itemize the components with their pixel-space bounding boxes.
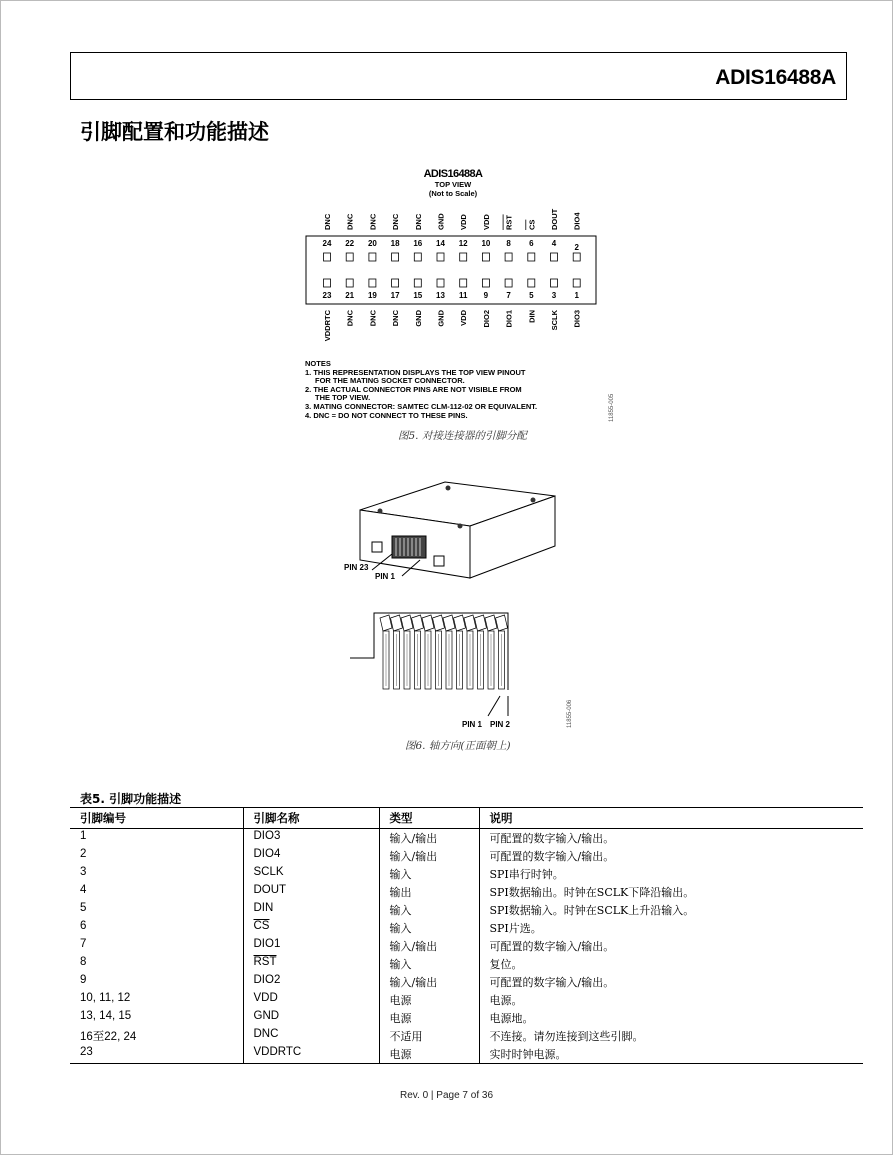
pin-type: 输入 xyxy=(379,955,479,973)
pin-name: DIO4 xyxy=(243,847,379,865)
pin-number: 4 xyxy=(80,884,87,896)
bottom-pin-label: DNC xyxy=(368,310,378,327)
top-pin-number: 2 xyxy=(574,243,579,252)
top-pin-labels xyxy=(323,208,582,230)
pin-name-overlined: $\overline{CS}$ xyxy=(253,920,270,932)
column-header: 类型 xyxy=(379,808,479,829)
fig5-subtitle1: TOP VIEW xyxy=(434,180,472,189)
pin-pad xyxy=(414,279,421,287)
pin-number: 13, 14, 15 xyxy=(80,1010,132,1022)
pin-name xyxy=(243,919,379,937)
doc-id: ADIS16488A xyxy=(715,66,836,89)
pin-name xyxy=(243,955,379,973)
pin-type: 电源 xyxy=(379,1045,479,1064)
pin2-bottom-label: PIN 2 xyxy=(490,720,511,729)
bottom-pin-label: DNC xyxy=(345,310,355,327)
pin-pad xyxy=(573,253,580,261)
top-pin-label: RST xyxy=(504,215,514,230)
pin-pad xyxy=(324,253,331,261)
column-header: 说明 xyxy=(479,808,863,829)
pin-pad xyxy=(346,253,353,261)
bottom-pin-number: 13 xyxy=(436,291,445,300)
bottom-pin-labels xyxy=(323,309,582,341)
pin-name: DIO1 xyxy=(243,937,379,955)
bottom-pin-label: GND xyxy=(413,310,423,327)
bottom-pin-number: 21 xyxy=(345,291,355,300)
note-line: FOR THE MATING SOCKET CONNECTOR. xyxy=(315,376,465,385)
bottom-pin-number: 9 xyxy=(483,291,489,300)
bottom-pin-label: DIO3 xyxy=(572,310,582,328)
pin-pad xyxy=(414,253,421,261)
pin-name: GND xyxy=(243,1009,379,1027)
module-foot xyxy=(372,542,382,552)
fig5-title: ADIS16488A xyxy=(423,168,483,180)
bottom-pin-number: 15 xyxy=(413,291,423,300)
top-pin-label: DNC xyxy=(368,213,378,230)
top-pin-number: 6 xyxy=(529,239,534,248)
pin-type: 输入 xyxy=(379,919,479,937)
pin-description: SPI串行时钟。 xyxy=(479,865,863,883)
pin-type: 电源 xyxy=(379,1009,479,1027)
pin-name: DOUT xyxy=(243,883,379,901)
pin-description: 电源地。 xyxy=(479,1009,863,1027)
pin-pad xyxy=(551,253,558,261)
closeup-pin-head xyxy=(443,615,455,631)
pin-pad xyxy=(573,279,580,287)
pin-type: 输入/输出 xyxy=(379,847,479,865)
top-pin-label: VDD xyxy=(481,214,491,230)
pin-function-table xyxy=(70,807,863,1064)
bottom-pin-label: VDDRTC xyxy=(323,310,332,342)
table-row xyxy=(70,919,863,937)
module-connector xyxy=(392,536,426,558)
pin-number: 16至22, 24 xyxy=(80,1031,137,1043)
closeup-leader xyxy=(488,696,500,716)
bottom-pin-label: DIO2 xyxy=(481,310,491,328)
pin-pad xyxy=(528,279,535,287)
pin-description: SPI数据输入。时钟在SCLK上升沿输入。 xyxy=(479,901,863,919)
top-pin-label: DNC xyxy=(391,213,401,230)
note-line: 3. MATING CONNECTOR: SAMTEC CLM-112-02 OR EQUIVALENT. xyxy=(305,402,538,411)
bottom-pin-label: GND xyxy=(436,310,446,327)
pin-name: DIO2 xyxy=(243,973,379,991)
pin-description: 可配置的数字输入/输出。 xyxy=(479,937,863,955)
table-row xyxy=(70,1027,863,1045)
bottom-pin-number: 3 xyxy=(551,291,557,300)
top-pin-number: 14 xyxy=(436,239,445,248)
pin-description: 可配置的数字输入/输出。 xyxy=(479,847,863,865)
closeup-pin-head xyxy=(464,615,476,631)
closeup-pin-head xyxy=(496,615,508,631)
pin-number: 8 xyxy=(80,956,87,968)
pin-type: 不适用 xyxy=(379,1027,479,1045)
top-pin-pads xyxy=(324,253,581,261)
table-row xyxy=(70,883,863,901)
pin-pad xyxy=(460,253,467,261)
column-header: 引脚名称 xyxy=(243,808,379,829)
table-row xyxy=(70,865,863,883)
closeup-pin-head xyxy=(422,615,434,631)
mount-hole xyxy=(378,509,383,514)
pin-type: 输入/输出 xyxy=(379,829,479,848)
top-pin-number: 12 xyxy=(458,239,468,248)
notes-heading: NOTES xyxy=(305,359,331,368)
pin-name: DIN xyxy=(243,901,379,919)
closeup-pin-head xyxy=(485,615,497,631)
pin-pad xyxy=(392,253,399,261)
closeup-pin-head xyxy=(380,615,392,631)
pin-pad xyxy=(482,279,489,287)
pin-pad xyxy=(437,279,444,287)
pin-description: 电源。 xyxy=(479,991,863,1009)
pin-pad xyxy=(369,253,376,261)
bottom-pin-number: 5 xyxy=(529,291,534,300)
bottom-pin-label: SCLK xyxy=(550,310,559,331)
top-pin-number: 16 xyxy=(413,239,423,248)
table-row xyxy=(70,901,863,919)
figure6-caption: 图6. 轴方向(正面朝上) xyxy=(405,740,511,752)
table-header-row xyxy=(70,808,863,829)
section-title: 引脚配置和功能描述 xyxy=(80,120,269,144)
top-pin-numbers xyxy=(323,239,580,252)
top-pin-label: DNC xyxy=(413,213,423,230)
pin-name: VDD xyxy=(243,991,379,1009)
pin-pad xyxy=(505,253,512,261)
pin-description: 可配置的数字输入/输出。 xyxy=(479,973,863,991)
connector-pins xyxy=(396,538,420,556)
bottom-pin-label: DIO1 xyxy=(504,310,514,328)
pin-number: 5 xyxy=(80,902,87,914)
top-pin-label: GND xyxy=(436,213,446,230)
top-pin-number: 24 xyxy=(322,239,332,248)
table-title: 表5. 引脚功能描述 xyxy=(80,792,182,806)
bottom-pin-number: 17 xyxy=(390,291,400,300)
pin-number: 6 xyxy=(80,920,87,932)
pin-number: 23 xyxy=(70,1045,243,1064)
top-pin-label: VDD xyxy=(459,214,469,230)
pin-description: 可配置的数字输入/输出。 xyxy=(479,829,863,848)
pin-number: 7 xyxy=(80,938,87,950)
pin-description: SPI数据输出。时钟在SCLK下降沿输出。 xyxy=(479,883,863,901)
closeup-pin-head xyxy=(454,615,466,631)
pin-description: 复位。 xyxy=(479,955,863,973)
pin-name: VDDRTC xyxy=(243,1045,379,1064)
figure5-caption: 图5. 对接连接器的引脚分配 xyxy=(398,430,527,442)
closeup-pins xyxy=(380,615,508,689)
pin-pad xyxy=(437,253,444,261)
table-row xyxy=(70,991,863,1009)
pin-description: 不连接。请勿连接到这些引脚。 xyxy=(479,1027,863,1045)
bottom-pin-number: 11 xyxy=(458,291,468,300)
pin-pad xyxy=(324,279,331,287)
fig6-code: 11855-006 xyxy=(567,699,573,728)
pin-number: 2 xyxy=(80,848,87,860)
pin-type: 电源 xyxy=(379,991,479,1009)
pin-pad xyxy=(528,253,535,261)
fig5-code: 11855-005 xyxy=(609,393,615,422)
table-row xyxy=(70,937,863,955)
top-pin-label: DNC xyxy=(345,213,355,230)
bottom-pin-numbers xyxy=(323,291,580,300)
top-pin-number: 4 xyxy=(551,239,557,248)
top-pin-number: 10 xyxy=(481,239,491,248)
pin-type: 输出 xyxy=(379,883,479,901)
pin-name: DNC xyxy=(243,1027,379,1045)
bottom-pin-label: DNC xyxy=(391,310,401,327)
pin-type: 输入/输出 xyxy=(379,937,479,955)
top-pin-label: DNC xyxy=(323,213,332,230)
table-row xyxy=(70,1009,863,1027)
bottom-pin-pads xyxy=(324,279,581,287)
pin-name: SCLK xyxy=(243,865,379,883)
note-line: THE TOP VIEW. xyxy=(315,393,371,402)
note-line: 4. DNC = DO NOT CONNECT TO THESE PINS. xyxy=(305,411,468,420)
table-row xyxy=(70,847,863,865)
pin-pad xyxy=(369,279,376,287)
pin-number: 9 xyxy=(80,974,87,986)
closeup-pin-head xyxy=(412,615,424,631)
bottom-pin-number: 19 xyxy=(367,291,377,300)
pin-assignment-figure xyxy=(290,160,630,430)
pin-number: 1 xyxy=(80,830,87,842)
pin-pad xyxy=(551,279,558,287)
pin-pad xyxy=(346,279,353,287)
top-pin-label: DOUT xyxy=(550,208,559,230)
table-row xyxy=(70,955,863,973)
pin-name-overlined: $\overline{RST}$ xyxy=(253,956,277,968)
pin-pad xyxy=(482,253,489,261)
top-pin-number: 22 xyxy=(345,239,355,248)
top-pin-number: 8 xyxy=(506,239,511,248)
column-header: 引脚编号 xyxy=(70,808,243,829)
pin-type: 输入 xyxy=(379,865,479,883)
pin-description: 实时时钟电源。 xyxy=(479,1045,863,1064)
pin-pad xyxy=(460,279,467,287)
pin-number: 3 xyxy=(80,866,87,878)
fig5-subtitle2: (Not to Scale) xyxy=(428,189,478,198)
bottom-pin-number: 23 xyxy=(322,291,332,300)
pin1-label: PIN 1 xyxy=(375,572,396,581)
pin23-label: PIN 23 xyxy=(344,563,369,572)
note-line: 2. THE ACTUAL CONNECTOR PINS ARE NOT VISIBLE FROM xyxy=(305,385,522,394)
axial-orientation-figure xyxy=(330,478,590,733)
pin-type: 输入 xyxy=(379,901,479,919)
page-header xyxy=(70,52,847,100)
bottom-pin-number: 1 xyxy=(574,291,579,300)
bottom-pin-label: VDD xyxy=(459,310,469,326)
table-row xyxy=(70,973,863,991)
top-pin-label: DIO4 xyxy=(572,212,582,230)
mount-hole xyxy=(531,498,536,503)
closeup-pin-head xyxy=(475,615,487,631)
closeup-pin-head xyxy=(391,615,403,631)
pin-pad xyxy=(505,279,512,287)
note-line: 1. THIS REPRESENTATION DISPLAYS THE TOP VIEW PINOUT xyxy=(305,368,526,377)
closeup-pin-head xyxy=(401,615,413,631)
top-pin-number: 18 xyxy=(390,239,400,248)
table-row xyxy=(70,1045,863,1064)
top-pin-number: 20 xyxy=(367,239,377,248)
pin-pad xyxy=(392,279,399,287)
table-row xyxy=(70,829,863,848)
pin-number: 10, 11, 12 xyxy=(80,992,131,1004)
closeup-pin-head xyxy=(433,615,445,631)
module-foot xyxy=(434,556,444,566)
pin-name: DIO3 xyxy=(243,829,379,848)
pin-type: 输入/输出 xyxy=(379,973,479,991)
pin1-bottom-label: PIN 1 xyxy=(462,720,483,729)
page-footer: Rev. 0 | Page 7 of 36 xyxy=(399,1090,494,1101)
pin-description: SPI片选。 xyxy=(479,919,863,937)
top-pin-label: CS xyxy=(527,219,537,230)
bottom-pin-label: DIN xyxy=(527,310,537,323)
mount-hole xyxy=(458,524,463,529)
bottom-pin-number: 7 xyxy=(506,291,511,300)
mount-hole xyxy=(446,486,451,491)
